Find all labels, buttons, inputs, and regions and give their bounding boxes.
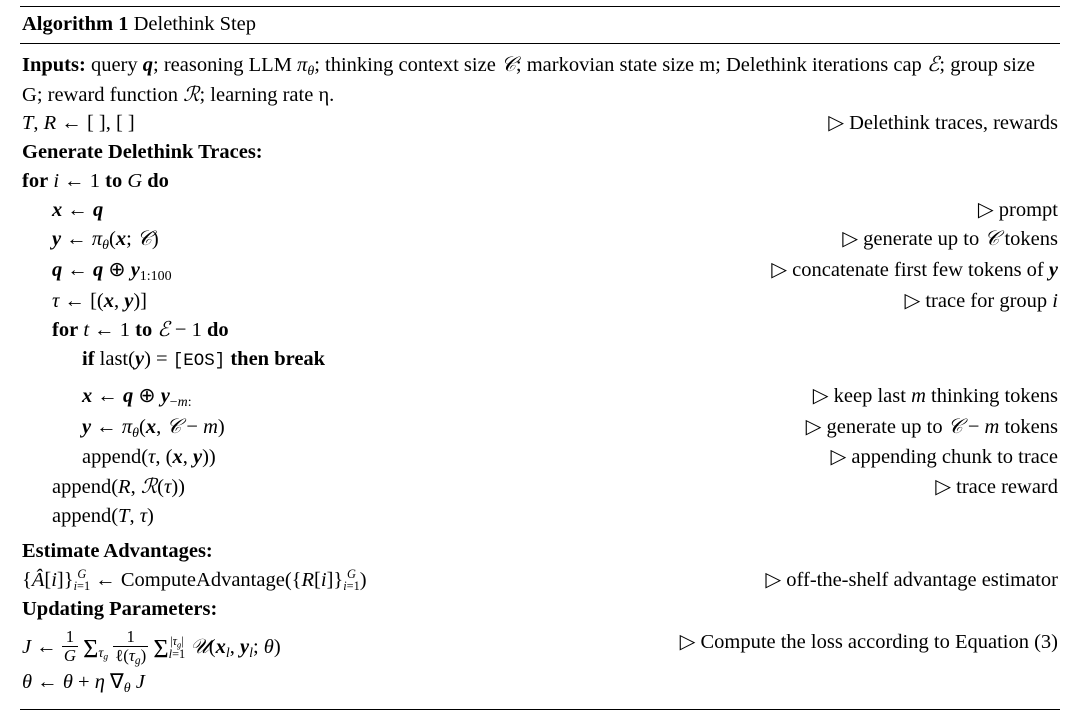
symbol-m: m bbox=[699, 53, 716, 76]
inputs-line bbox=[22, 51, 1058, 109]
line-if-eos bbox=[22, 345, 1058, 374]
inputs-line2-2: ; reward function bbox=[36, 83, 184, 106]
y-assign-code: y ← $\pi_\theta(x$; 𝒞) bbox=[52, 228, 159, 254]
tau-init-comment: ▷ trace for group i bbox=[904, 289, 1058, 312]
inputs-line2-4: . bbox=[329, 83, 335, 106]
algorithm-label: Algorithm 1 bbox=[22, 13, 129, 35]
inputs-text-2: ; reasoning LLM bbox=[153, 53, 298, 76]
inputs-line2-3: ; learning rate bbox=[199, 83, 319, 106]
append-T-code: append(T, τ) bbox=[52, 504, 154, 527]
y-gen-comment: ▷ generate up to 𝒞 − m tokens bbox=[805, 415, 1058, 438]
x-assign-comment: ▷ prompt bbox=[977, 199, 1058, 222]
line-generate-header bbox=[22, 138, 1058, 167]
y-gen-code: y ← $\pi_\theta(x$, 𝒞 − m) bbox=[82, 415, 225, 441]
algorithm-title: Delethink Step bbox=[133, 13, 257, 35]
loss-code: J ← $\frac{1}{G}$ $\Sigma_{\tau_g}$ $\frac{1}{\ell(\tau_g)}$ Σ $|\tau_g|$ l=1 $𝒰(x_l$, $y_l$; θ) bbox=[22, 627, 281, 667]
inputs-text-3: ; thinking context size bbox=[314, 53, 501, 76]
line-y-gen bbox=[22, 413, 1058, 444]
symbol-q: q bbox=[142, 53, 153, 76]
symbol-eta: η bbox=[318, 83, 330, 106]
advantage-comment: ▷ off-the-shelf advantage estimator bbox=[765, 568, 1058, 591]
symbol-pi-theta: $\pi_\theta$ bbox=[297, 53, 315, 79]
advantage-code: {Â[i]} G i=1 ← ComputeAdvantage({R[i]} G i=1 ) bbox=[22, 567, 367, 594]
inputs-label: Inputs: bbox=[22, 53, 86, 76]
append-tau-comment: ▷ appending chunk to trace bbox=[830, 446, 1058, 469]
algorithm-body bbox=[20, 44, 1060, 702]
line-x-assign bbox=[22, 196, 1058, 225]
for-i-code: for i ← 1 to G do bbox=[22, 170, 169, 193]
inputs-text-4: ; markovian state size bbox=[515, 53, 700, 76]
y-assign-comment: ▷ generate up to 𝒞 tokens bbox=[842, 228, 1058, 251]
line-init-code: T, R ← [ ], [ ] bbox=[22, 111, 135, 134]
line-x-keep bbox=[22, 382, 1058, 413]
x-assign-code: x ← q bbox=[52, 199, 104, 222]
line-advantage bbox=[22, 566, 1058, 595]
for-t-code: for t ← 1 to ℰ − 1 do bbox=[52, 318, 229, 341]
inputs-text-5: ; Delethink iterations cap bbox=[715, 53, 927, 76]
append-tau-code: append(τ, (x, y)) bbox=[82, 446, 216, 469]
update-code: θ ← θ + η $\nabla_\theta$ J bbox=[22, 671, 145, 697]
append-R-code: append(R, ℛ(τ)) bbox=[52, 475, 185, 498]
symbol-R: ℛ bbox=[183, 83, 200, 106]
symbol-G: G bbox=[22, 83, 37, 106]
line-update bbox=[22, 668, 1058, 699]
line-append-tau bbox=[22, 443, 1058, 472]
inputs-text-6: ; bbox=[939, 53, 946, 76]
line-tau-init bbox=[22, 287, 1058, 316]
inputs-text-1: query bbox=[90, 53, 143, 76]
line-for-t bbox=[22, 316, 1058, 345]
append-R-comment: ▷ trace reward bbox=[935, 475, 1058, 498]
line-y-assign bbox=[22, 225, 1058, 256]
q-concat-comment: ▷ concatenate first few tokens of y bbox=[771, 259, 1058, 282]
loss-comment: ▷ Compute the loss according to Equation (3) bbox=[679, 631, 1058, 654]
updating-parameters-label: Updating Parameters: bbox=[22, 597, 218, 620]
line-append-T bbox=[22, 502, 1058, 531]
if-eos-code: if last(y) = [EOS] then break bbox=[82, 347, 326, 371]
generate-traces-label: Generate Delethink Traces: bbox=[22, 141, 263, 164]
line-init bbox=[22, 109, 1058, 138]
x-keep-comment: ▷ keep last m thinking tokens bbox=[812, 385, 1058, 408]
algorithm-caption bbox=[20, 7, 1060, 43]
line-init-comment: ▷ Delethink traces, rewards bbox=[828, 111, 1058, 134]
x-keep-code: x ← q ⊕ $y_{-m:}$ bbox=[82, 385, 192, 410]
line-append-R bbox=[22, 473, 1058, 502]
line-q-concat bbox=[22, 256, 1058, 287]
tau-init-code: τ ← [(x, y)] bbox=[52, 289, 148, 312]
line-for-i bbox=[22, 167, 1058, 196]
q-concat-code: q ← q ⊕ $y_{1:100}$ bbox=[52, 259, 172, 284]
line-updating-header bbox=[22, 595, 1058, 624]
algorithm-block bbox=[20, 0, 1060, 710]
estimate-advantages-label: Estimate Advantages: bbox=[22, 539, 213, 562]
line-loss bbox=[22, 628, 1058, 668]
line-estimate-header bbox=[22, 537, 1058, 566]
symbol-I: ℰ bbox=[926, 53, 940, 76]
symbol-C: 𝒞 bbox=[500, 53, 516, 76]
inputs-line2-1: group size bbox=[950, 53, 1036, 76]
